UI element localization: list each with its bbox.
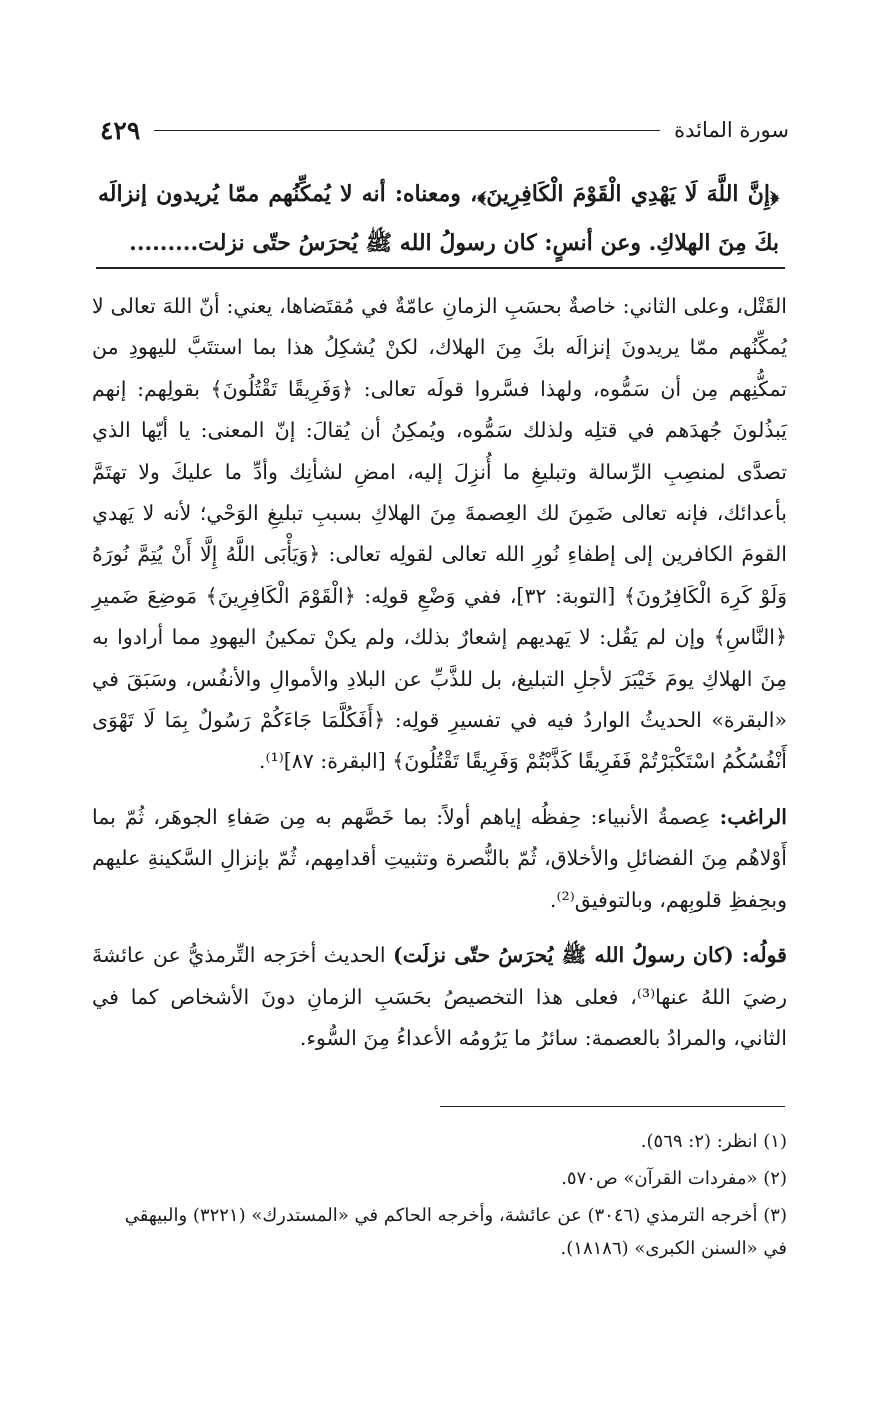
surah-title: سورة المائدة: [674, 118, 789, 142]
commentary-paragraph: القَتْل، وعلى الثاني: خاصةٌ بحسَبِ الزمانِ عامّةٌ في مُقتَضاها، يعني: أنّ اللهَ تعالى لا يُمكِّنُهم ممّا يريدونَ إنزالَه بكَ مِنَ الهلاك، لكنْ يُشكِلُ هذا بما استتَبَّ لليهودِ من تمكُّنِهم مِن أن سَمُّوه، ولهذا فسَّروا قولَه تعالى: ﴿وَفَرِيقًا تَقْتُلُونَ﴾ بقولِهم: إنهم يَبذُلونَ جُهدَهم في قتلِه ولذلك سَمُّوه، ويُمكِنُ أن يُقالَ: إنّ المعنى: يا أيّها الذي تصدَّى لمنصِبِ الرِّسالة وتبليغِ ما أُنزِلَ إليه، امضِ لشأنِك وأدِّ ما عليكَ ولا تهتَمَّ بأعدائك، فإنه تعالى ضَمِنَ لك العِصمةَ مِنَ الهلاكِ بسببِ تبليغِ الوَحْي؛ لأنه لا يَهدي القومَ الكافرين إلى إطفاءِ نُورِ الله تعالى لقولِه تعالى: ﴿وَيَأْبَى اللَّهُ إِلَّا أَنْ يُتِمَّ نُورَهُ وَلَوْ كَرِهَ الْكَافِرُونَ﴾ [التوبة: ٣٢]، ففي وَضْعِ قولِه: ﴿الْقَوْمَ الْكَافِرِينَ﴾ مَوضِعَ ضَميرِ ﴿النَّاسِ﴾ وإن لم يَقُل: لا يَهديهم إشعارٌ بذلك، ولم يكنْ تمكينُ اليهودِ مما أرادوا به مِنَ الهلاكِ يومَ خَيْبَرَ لأجلِ التبليغ، بل للذَّبِّ عن البلادِ والأموالِ والأنفُس، وسَبَقَ في «البقرة» الحديثُ الواردُ فيه في تفسيرِ قولِه: ﴿أَفَكُلَّمَا جَاءَكُمْ رَسُولٌ بِمَا لَا تَهْوَى أَنْفُسُكُمُ اسْتَكْبَرْتُمْ فَفَرِيقًا كَذَّبْتُمْ وَفَرِيقًا تَقْتُلُونَ﴾ [البقرة: ٨٧]⁽¹⁾.: [92, 294, 787, 774]
paragraph-body: عِصمةُ الأنبياء: حِفظُه إياهم أولاً: بما خَصَّهم به مِن صَفاءِ الجوهَر، ثُمّ بما أَوْلاهُم مِنَ الفضائلِ والأخلاق، ثُمّ بالنُّصرة وتثبيتِ أقدامِهم، ثُمّ بإنزالِ السَّكينةِ عليهم وبحِفظِ قلوبِهم، وبالتوفيق⁽²⁾.: [92, 804, 787, 912]
footnote-divider: [440, 1106, 785, 1107]
header-divider: [154, 130, 660, 131]
footnote: (١) انظر: (٢: ٥٦٩).: [640, 1131, 787, 1152]
footnote: (٢) «مفردات القرآن» ص٥٧٠.: [561, 1168, 787, 1189]
commentary-paragraph: [92, 935, 787, 1059]
commentary: [92, 286, 787, 1059]
footnotes: [96, 1125, 787, 1269]
commentary-paragraph: [92, 797, 787, 921]
main-text-divider: [96, 267, 785, 269]
footnote: (٣) أخرجه الترمذي (٣٠٤٦) عن عائشة، وأخرجه الحاكم في «المستدرك» (٣٢٢١) والبيهقي في «السنن الكبرى» (١٨١٨٦).: [124, 1205, 787, 1259]
paragraph-lead: قولُه: (كان رسولُ الله ﷺ يُحرَسُ حتّى نزلَت): [393, 943, 787, 968]
paragraph-body: الحديث أخرَجه التِّرمذيُّ عن عائشةَ رضيَ اللهُ عنها⁽³⁾، فعلى هذا التخصيصُ بحَسَبِ الزمانِ دونَ الأشخاص كما في الثاني، والمرادُ بالعصمة: سائرُ ما يَرُومُه الأعداءُ مِنَ السُّوء.: [92, 943, 787, 1050]
page-number: ٤٢٩: [100, 115, 141, 145]
quran-quote: ﴿إِنَّ اللَّهَ لَا يَهْدِي الْقَوْمَ الْكَافِرِينَ﴾: [477, 181, 780, 207]
main-text-body: ، ومعناه: أنه لا يُمكِّنُهم ممّا يُريدون إنزالَه بكَ مِنَ الهلاكِ. وعن أنسٍ: كان رسولُ الله ﷺ يُحرَسُ حتّى نزلت.........: [98, 181, 779, 256]
page-header: [100, 110, 789, 150]
paragraph-lead: الراغب:: [719, 804, 787, 829]
main-text: [98, 170, 779, 268]
